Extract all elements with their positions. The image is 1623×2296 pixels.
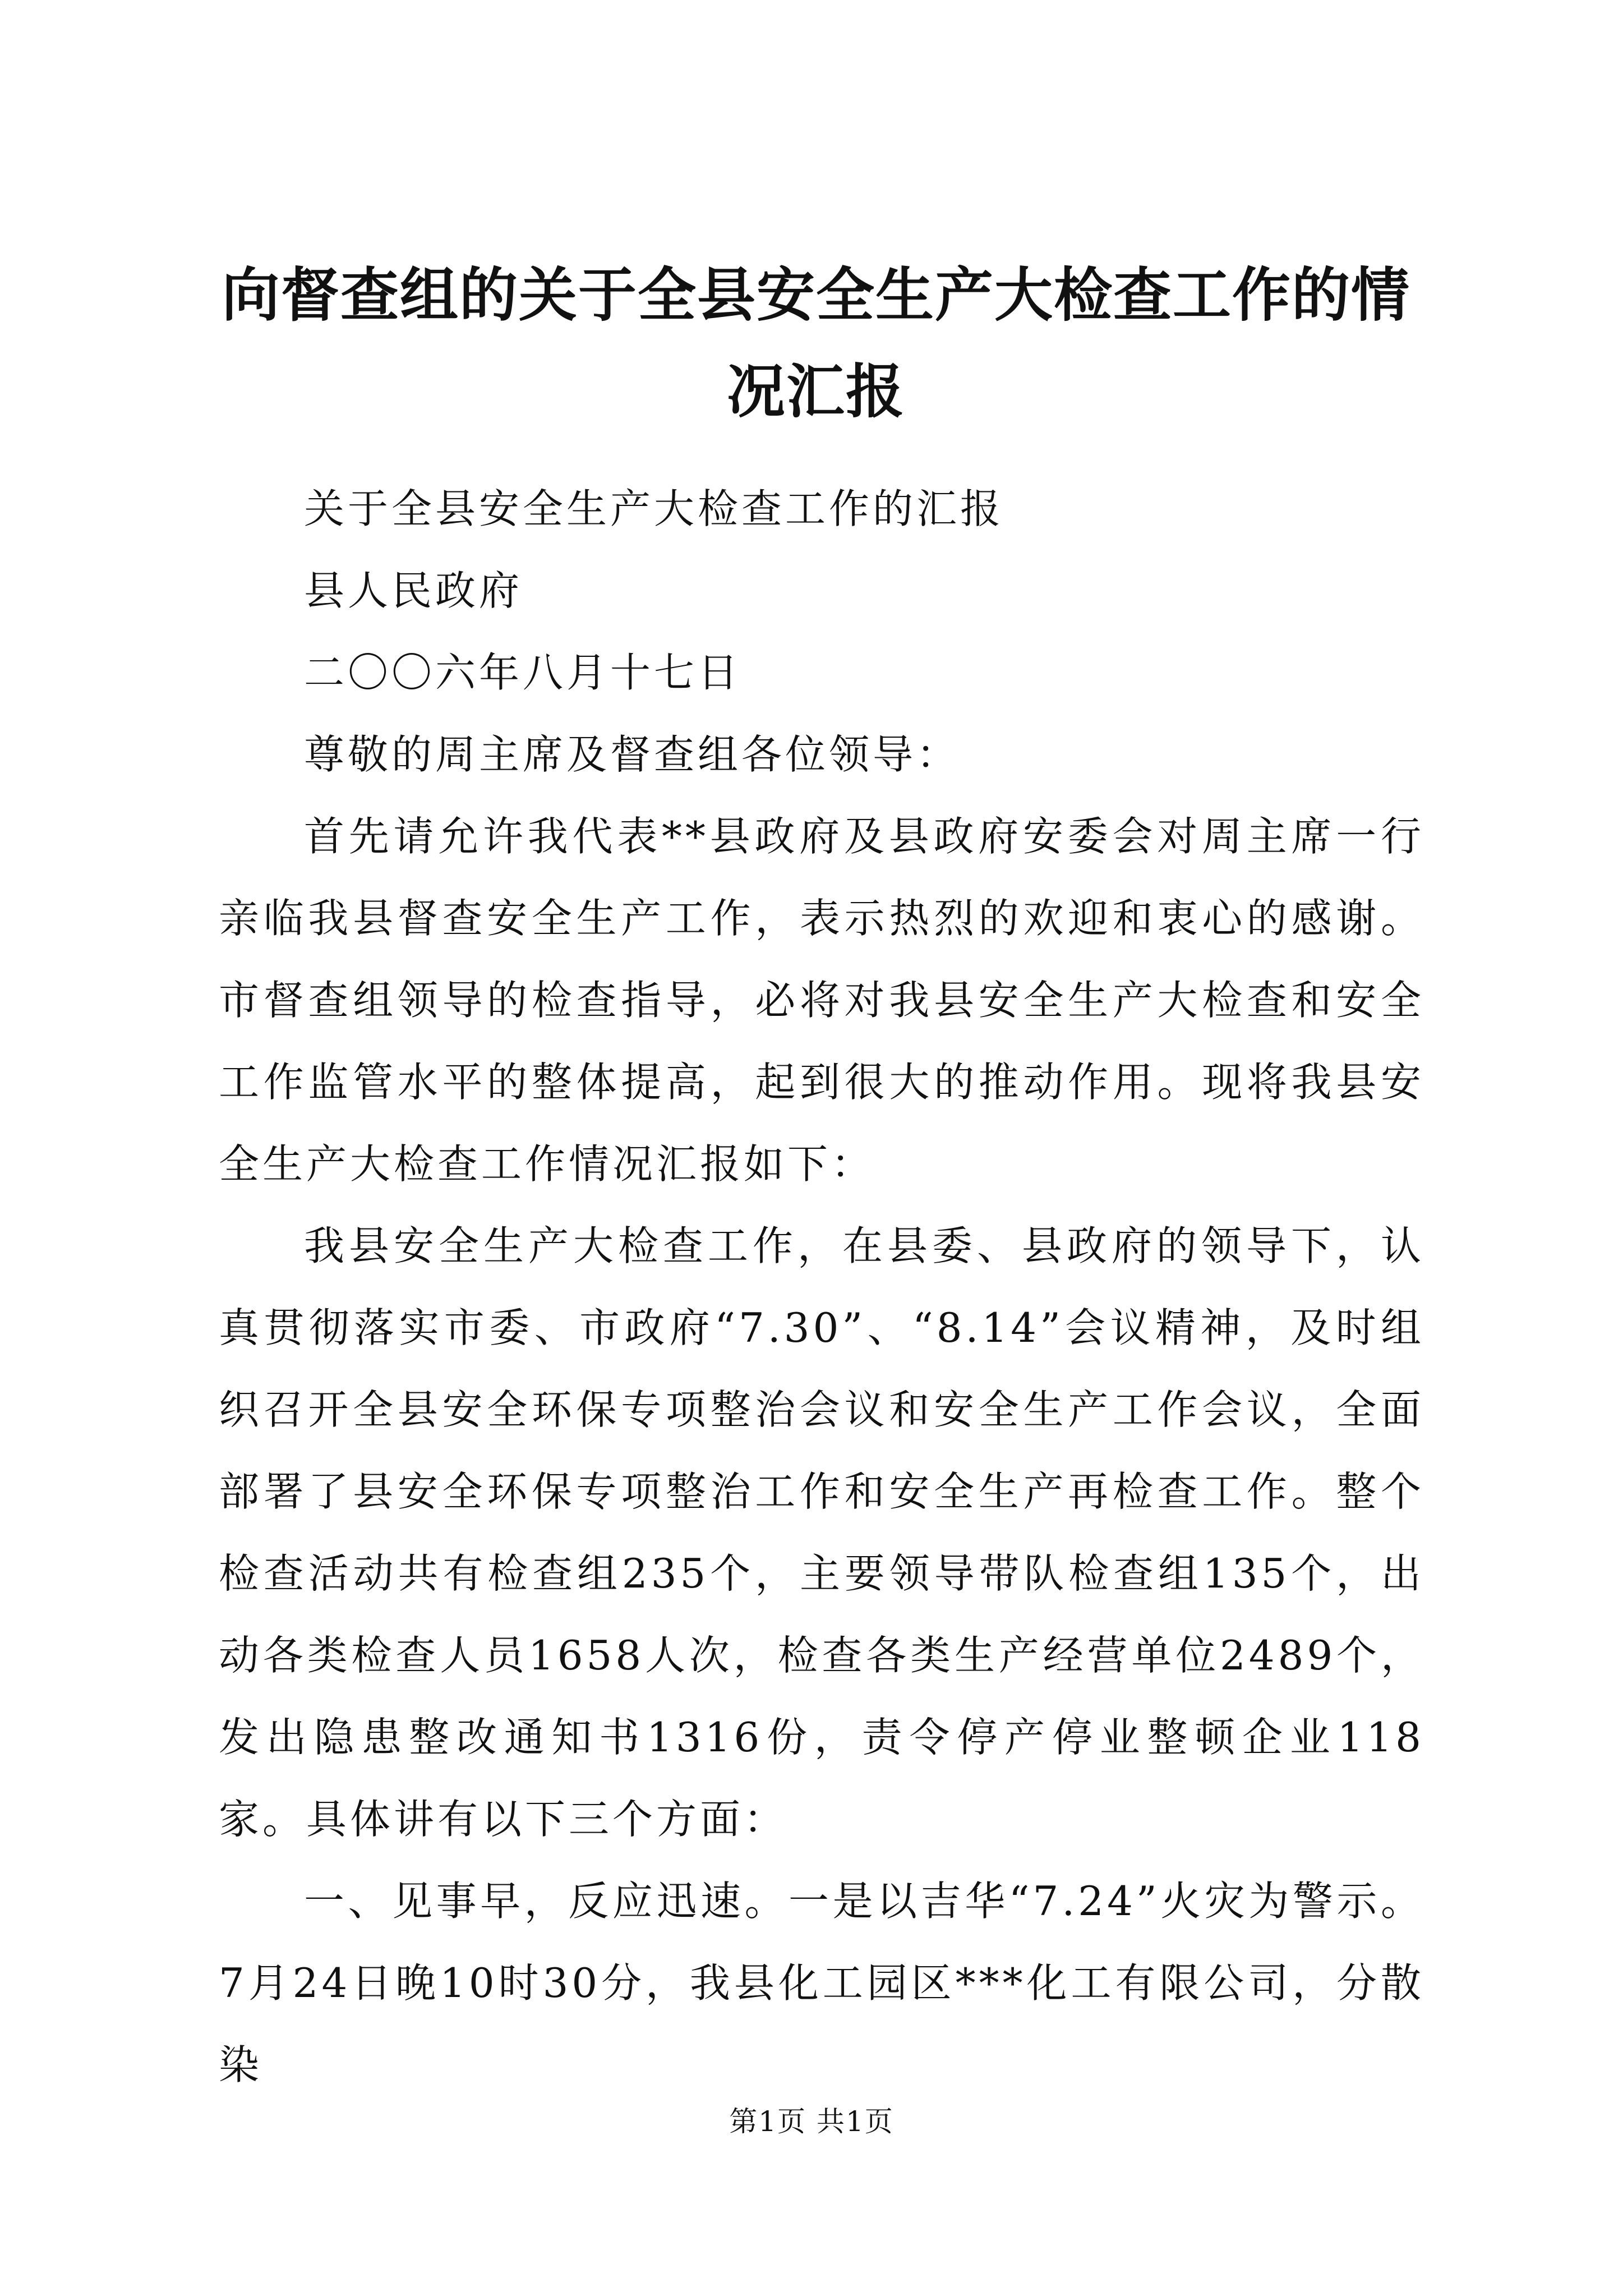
document-body [219,468,1424,2106]
paragraph-intro: 首先请允许我代表**县政府及县政府安委会对周主席一行亲临我县督查安全生产工作，表示热烈的欢迎和衷心的感谢。市督查组领导的检查指导，必将对我县安全生产大检查和安全工作监管水平的整体提高，起到很大的推动作用。现将我县安全生产大检查工作情况汇报如下： [219,813,1424,1188]
paragraph-section-one: 一、见事早，反应迅速。一是以吉华“7.24”火灾为警示。7月24日晚10时30分，我县化工园区***化工有限公司，分散染 [219,1878,1424,2088]
paragraph-date: 二〇〇六年八月十七日 [304,649,742,696]
document-title: 向督查组的关于全县安全生产大检查工作的情况汇报 [221,260,1410,426]
paragraph-issuer: 县人民政府 [304,567,523,614]
page-footer: 第1页 共1页 [729,2105,894,2138]
paragraph-salutation: 尊敬的周主席及督查组各位领导： [304,731,961,778]
paragraph-overview: 我县安全生产大检查工作，在县委、县政府的领导下，认真贯彻落实市委、市政府“7.30”、“8.14”会议精神，及时组织召开全县安全环保专项整治会议和安全生产工作会议，全面部署了县安全环保专项整治工作和安全生产再检查工作。整个检查活动共有检查组235个，主要领导带队检查组135个，出动各类检查人员1658人次，检查各类生产经营单位2489个，发出隐患整改通知书1316份，责令停产停业整顿企业118家。具体讲有以下三个方面： [219,1222,1424,1843]
paragraph-subtitle: 关于全县安全生产大检查工作的汇报 [304,485,1004,532]
